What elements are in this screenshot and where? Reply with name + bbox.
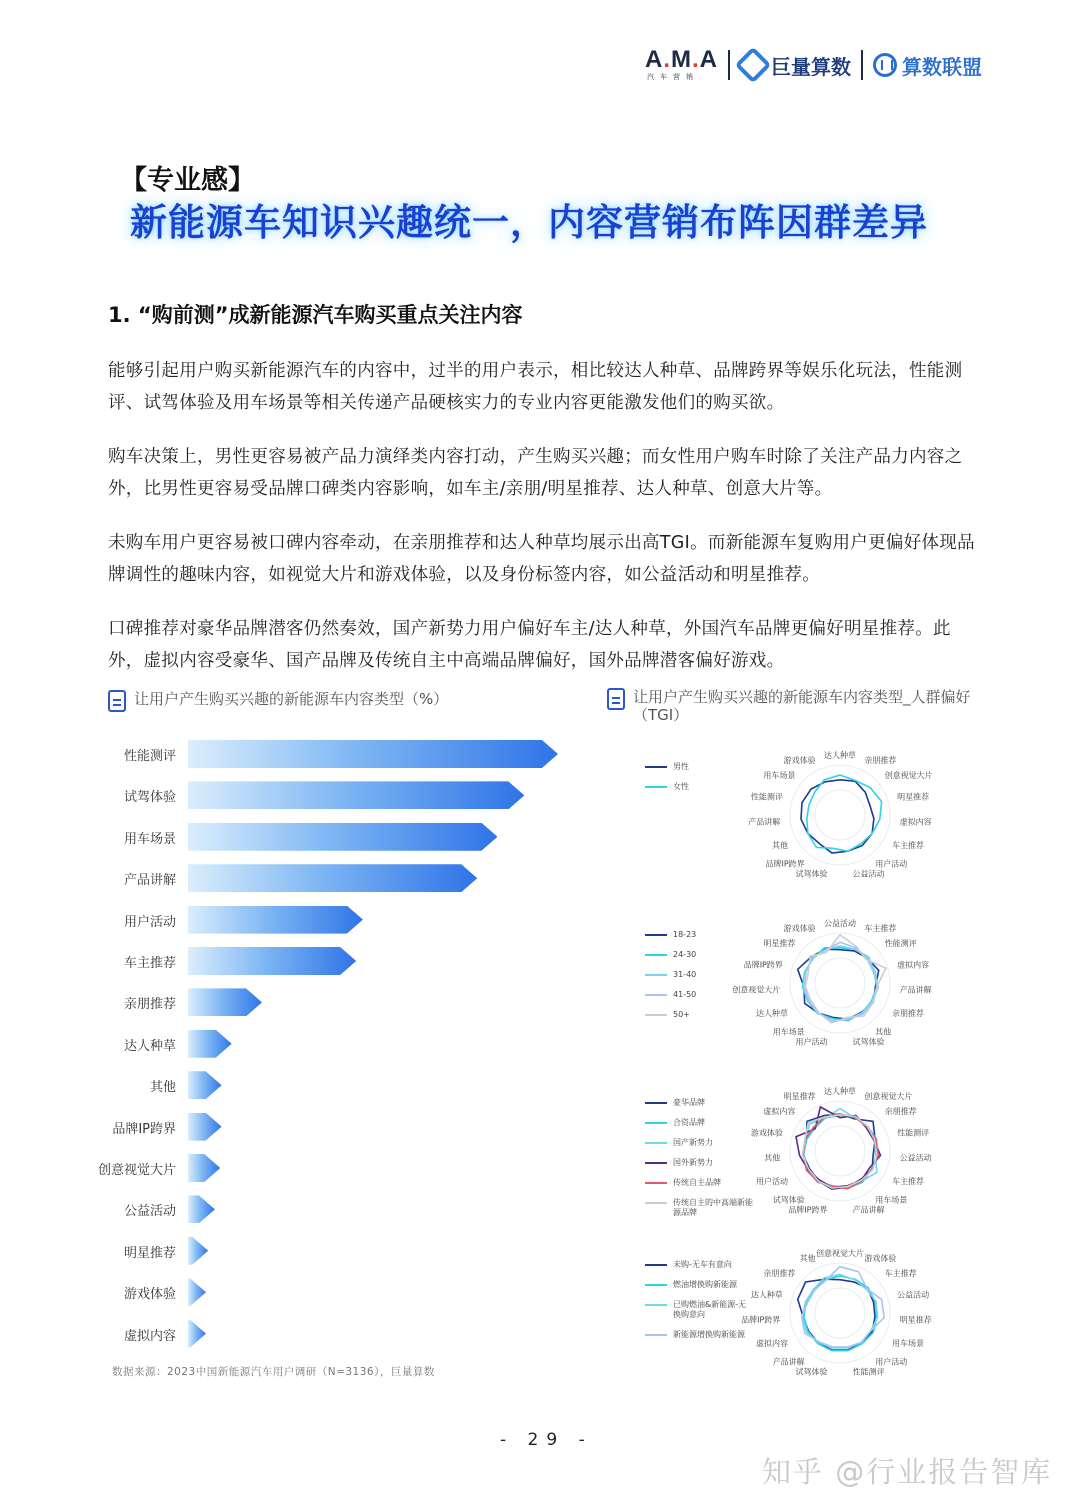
section-title: 1. “购前测”成新能源汽车购买重点关注内容 (108, 303, 523, 327)
bar (188, 1113, 222, 1141)
legend-label: 传统自主的中高端新能源品牌 (673, 1198, 753, 1217)
bar-row (90, 1153, 570, 1183)
logo-divider (861, 50, 863, 80)
radar-axis-label: 明星推荐 (783, 1092, 816, 1102)
radar-axis-label: 用车场景 (892, 1339, 924, 1348)
radar-axis-label: 品牌IP跨界 (741, 1315, 781, 1325)
radar-axis-label: 性能测评 (750, 792, 783, 802)
legend-label: 豪华品牌 (673, 1098, 705, 1107)
radar-axis-label: 用户活动 (875, 859, 908, 869)
radar-axis-label: 公益活动 (852, 869, 885, 879)
bar (188, 947, 356, 975)
legend-item (645, 1198, 753, 1218)
legend-swatch (645, 1182, 667, 1184)
radar-axis-label: 试驾体验 (852, 1037, 885, 1047)
bar-category-label: 用户活动 (123, 914, 176, 930)
bar-row (90, 1029, 570, 1059)
radar-plot (732, 908, 960, 1058)
radar-axis-label: 车主推荐 (884, 1268, 917, 1278)
radar-axis-label: 其他 (875, 1027, 892, 1037)
bar-category-label: 其他 (149, 1080, 176, 1096)
radar-axis-label: 亲朋推荐 (884, 1106, 917, 1116)
radar-purchase-status (640, 1238, 980, 1388)
bar-category-label: 品牌IP跨界 (112, 1121, 176, 1137)
radar-age (640, 908, 980, 1058)
bar-category-label: 游戏体验 (123, 1287, 176, 1303)
legend-swatch (645, 974, 667, 976)
legend-swatch (645, 1264, 667, 1266)
radar-grid-ring (815, 958, 865, 1008)
legend-label: 传统自主品牌 (673, 1178, 721, 1187)
radar-axis-label: 产品讲解 (852, 1205, 885, 1215)
bar-row (90, 822, 570, 852)
legend-item (645, 1010, 753, 1020)
page-headline: 新能源车知识兴趣统一，内容营销布阵因群差异 (130, 201, 928, 244)
radar-axis-label: 游戏体验 (864, 1254, 897, 1264)
radar-brand (640, 1076, 980, 1226)
bar (188, 906, 363, 934)
bar-category-label: 明星推荐 (123, 1245, 176, 1261)
bar-category-label: 虚拟内容 (123, 1328, 176, 1344)
legend-label: 国产新势力 (673, 1138, 713, 1147)
radar-axis-label: 性能测评 (852, 1367, 885, 1377)
legend-item (645, 1138, 753, 1148)
legend-label: 已购燃油&新能源-无换购意向 (673, 1300, 747, 1319)
legend-swatch (645, 786, 667, 788)
radar-axis-label: 公益活动 (824, 919, 856, 928)
radar-axis-label: 达人种草 (824, 751, 856, 760)
bar-row (90, 1112, 570, 1142)
legend-label: 41-50 (673, 990, 697, 999)
radar-legend (645, 762, 753, 802)
legend-label: 新能源增换购新能源 (673, 1330, 745, 1339)
radar-axis-label: 虚拟内容 (897, 960, 930, 970)
radar-axis-label: 车主推荐 (892, 1177, 924, 1186)
radar-axis-label: 用车场景 (763, 770, 796, 780)
legend-label: 燃油增换购新能源 (673, 1280, 737, 1289)
bar (188, 1320, 206, 1348)
bar-row (90, 905, 570, 935)
radar-axis-label: 创意视觉大片 (732, 985, 781, 995)
legend-label: 50+ (673, 1010, 690, 1019)
radar-axis-label: 游戏体验 (750, 1128, 783, 1138)
radar-axis-label: 亲朋推荐 (864, 756, 897, 766)
radar-legend (645, 1098, 753, 1228)
bar-category-label: 试驾体验 (123, 790, 176, 806)
radar-grid-ring (815, 790, 865, 840)
legend-item (645, 1330, 753, 1340)
radar-axis-label: 明星推荐 (899, 1315, 932, 1325)
bar (188, 1278, 206, 1306)
left-chart-caption (108, 690, 448, 712)
radar-axis-label: 车主推荐 (892, 841, 924, 850)
paragraph-2: 购车决策上，男性更容易被产品力演绎类内容打动，产生购买兴趣；而女性用户购车时除了关注产品力内容之外，比男性更容易受品牌口碑类内容影响，如车主/亲朋/明星推荐、达人种草、创意大片等。 (108, 447, 963, 499)
bar (188, 823, 497, 851)
legend-item (645, 782, 753, 792)
radar-axis-label: 其他 (764, 1153, 781, 1163)
radar-axis-label: 性能测评 (897, 1128, 930, 1138)
legend-label: 国外新势力 (673, 1158, 713, 1167)
legend-swatch (645, 954, 667, 956)
legend-item (645, 1300, 753, 1320)
radar-axis-label: 品牌IP跨界 (743, 960, 783, 970)
bar (188, 1154, 220, 1182)
radar-axis-label: 虚拟内容 (899, 817, 932, 827)
legend-label: 31-40 (673, 970, 697, 979)
radar-axis-label: 亲朋推荐 (763, 1268, 796, 1278)
radar-axis-label: 公益活动 (899, 1153, 932, 1163)
legend-item (645, 950, 753, 960)
legend-label: 未购-无车有意向 (673, 1260, 732, 1269)
legend-item (645, 970, 753, 980)
legend-item (645, 1280, 753, 1290)
radar-series-line (802, 1267, 885, 1347)
radar-plot (740, 1238, 960, 1388)
bar-row (90, 946, 570, 976)
legend-swatch (645, 1102, 667, 1104)
radar-axis-label: 品牌IP跨界 (765, 859, 805, 869)
bar (188, 1195, 215, 1223)
bar (188, 781, 524, 809)
source-note: 数据来源：2023中国新能源汽车用户调研（N=3136），巨量算数 (112, 1366, 435, 1378)
radar-axis-label: 达人种草 (756, 1009, 788, 1018)
ama-logo: A.M.A 汽车营销 (644, 46, 718, 81)
radar-axis-label: 用户活动 (875, 1357, 908, 1367)
radar-axis-label: 用车场景 (875, 1195, 908, 1205)
radar-axis-label: 游戏体验 (783, 924, 816, 934)
radar-gender (640, 740, 980, 890)
radar-axis-label: 公益活动 (897, 1290, 930, 1300)
document-icon (108, 690, 126, 712)
paragraph-1: 能够引起用户购买新能源汽车的内容中，过半的用户表示，相比较达人种草、品牌跨界等娱乐化玩法，性能测评、试驾体验及用车场景等相关传递产品硬核实力的专业内容更能激发他们的购买欲。 (108, 361, 963, 413)
radar-axis-label: 达人种草 (750, 1290, 783, 1300)
radar-axis-label: 明星推荐 (897, 792, 930, 802)
content-type-bar-chart (90, 735, 570, 1355)
legend-swatch (645, 766, 667, 768)
bar-category-label: 创意视觉大片 (97, 1163, 176, 1178)
bar-category-label: 达人种草 (123, 1038, 176, 1054)
radar-axis-label: 性能测评 (884, 938, 917, 948)
radar-axis-label: 产品讲解 (772, 1357, 805, 1367)
radar-plot (740, 740, 960, 890)
bar-category-label: 用车场景 (123, 831, 176, 847)
bar-category-label: 性能测评 (123, 749, 176, 764)
radar-axis-label: 品牌IP跨界 (788, 1205, 828, 1215)
watermark: 知乎 @行业报告智库 (762, 1455, 1053, 1489)
legend-item (645, 1118, 753, 1128)
legend-label: 24-30 (673, 950, 697, 959)
bar-row (90, 987, 570, 1017)
bar (188, 864, 477, 892)
legend-label: 女性 (673, 782, 689, 791)
radar-plot (740, 1076, 960, 1226)
radar-axis-label: 游戏体验 (783, 756, 816, 766)
legend-label: 男性 (673, 762, 689, 771)
page-number: - 29 - (500, 1430, 593, 1450)
radar-axis-label: 用户活动 (756, 1177, 788, 1186)
radar-grid-ring (815, 1288, 865, 1338)
legend-swatch (645, 1162, 667, 1164)
right-chart-caption-text: 让用户产生购买兴趣的新能源车内容类型_人群偏好（TGI） (633, 688, 971, 724)
bar-row (90, 1319, 570, 1349)
bar-category-label: 车主推荐 (123, 956, 176, 971)
radar-axis-label: 车主推荐 (864, 924, 897, 934)
document-icon (607, 688, 625, 710)
legend-item (645, 762, 753, 772)
radar-axis-label: 试驾体验 (772, 1195, 805, 1205)
radar-axis-label: 试驾体验 (795, 1367, 828, 1377)
bar-row (90, 780, 570, 810)
bar (188, 740, 558, 768)
section-tag: 【专业感】 (120, 165, 255, 196)
legend-label: 18-23 (673, 930, 697, 939)
bar-row (90, 1277, 570, 1307)
bar-row (90, 1070, 570, 1100)
radar-axis-label: 创意视觉大片 (816, 1249, 864, 1258)
legend-swatch (645, 1122, 667, 1124)
legend-swatch (645, 1142, 667, 1144)
legend-swatch (645, 1014, 667, 1016)
radar-legend (645, 1260, 753, 1350)
radar-axis-label: 虚拟内容 (756, 1339, 788, 1348)
radar-axis-label: 产品讲解 (899, 985, 932, 995)
legend-item (645, 1178, 753, 1188)
radar-axis-label: 其他 (799, 1254, 816, 1264)
radar-axis-label: 创意视觉大片 (864, 1092, 913, 1102)
bar (188, 1071, 222, 1099)
legend-swatch (645, 1284, 667, 1286)
radar-axis-label: 达人种草 (824, 1087, 856, 1096)
radar-legend (645, 930, 753, 1030)
header-logos (645, 48, 982, 82)
radar-axis-label: 试驾体验 (795, 869, 828, 879)
bar (188, 988, 262, 1016)
radar-axis-label: 创意视觉大片 (884, 770, 933, 780)
radar-axis-label: 明星推荐 (763, 938, 796, 948)
bar-category-label: 公益活动 (123, 1204, 176, 1220)
bar-row (90, 1236, 570, 1266)
legend-item (645, 1158, 753, 1168)
legend-swatch (645, 934, 667, 936)
legend-item (645, 930, 753, 940)
legend-item (645, 1098, 753, 1108)
bar-category-label: 产品讲解 (123, 873, 176, 889)
radar-axis-label: 虚拟内容 (763, 1106, 796, 1116)
legend-swatch (645, 994, 667, 996)
bar (188, 1030, 232, 1058)
bar-category-label: 亲朋推荐 (123, 997, 176, 1013)
logo-divider (728, 50, 730, 80)
radar-axis-label: 其他 (772, 841, 788, 850)
right-chart-caption (607, 688, 977, 724)
radar-axis-label: 产品讲解 (748, 817, 781, 827)
left-chart-caption-text: 让用户产生购买兴趣的新能源车内容类型（%） (134, 690, 449, 708)
radar-axis-label: 用户活动 (795, 1037, 828, 1047)
legend-swatch (645, 1304, 667, 1306)
legend-item (645, 1260, 753, 1270)
radar-axis-label: 亲朋推荐 (892, 1009, 924, 1018)
suanshu-logo: 算数联盟 (873, 51, 982, 80)
juliang-mark-icon (735, 47, 772, 84)
radar-axis-label: 用车场景 (772, 1027, 805, 1037)
paragraph-4: 口碑推荐对豪华品牌潜客仍然奏效，国产新势力用户偏好车主/达人种草，外国汽车品牌更偏好明星推荐。此外，虚拟内容受豪华、国产品牌及传统自主中高端品牌偏好，国外品牌潜客偏好游戏。 (108, 619, 951, 671)
legend-swatch (645, 1202, 667, 1204)
bar-row (90, 1194, 570, 1224)
bar-row (90, 863, 570, 893)
paragraph-3: 未购车用户更容易被口碑内容牵动，在亲朋推荐和达人种草均展示出高TGI。而新能源车复购用户更偏好体现品牌调性的趣味内容，如视觉大片和游戏体验，以及身份标签内容，如公益活动和明星推荐。 (108, 533, 975, 585)
legend-label: 合资品牌 (673, 1118, 705, 1127)
bar-row (90, 739, 570, 769)
legend-swatch (645, 1334, 667, 1336)
radar-grid-ring (815, 1126, 865, 1176)
juliang-logo: 巨量算数 (740, 51, 851, 80)
suanshu-mark-icon (873, 53, 897, 77)
bar (188, 1237, 208, 1265)
